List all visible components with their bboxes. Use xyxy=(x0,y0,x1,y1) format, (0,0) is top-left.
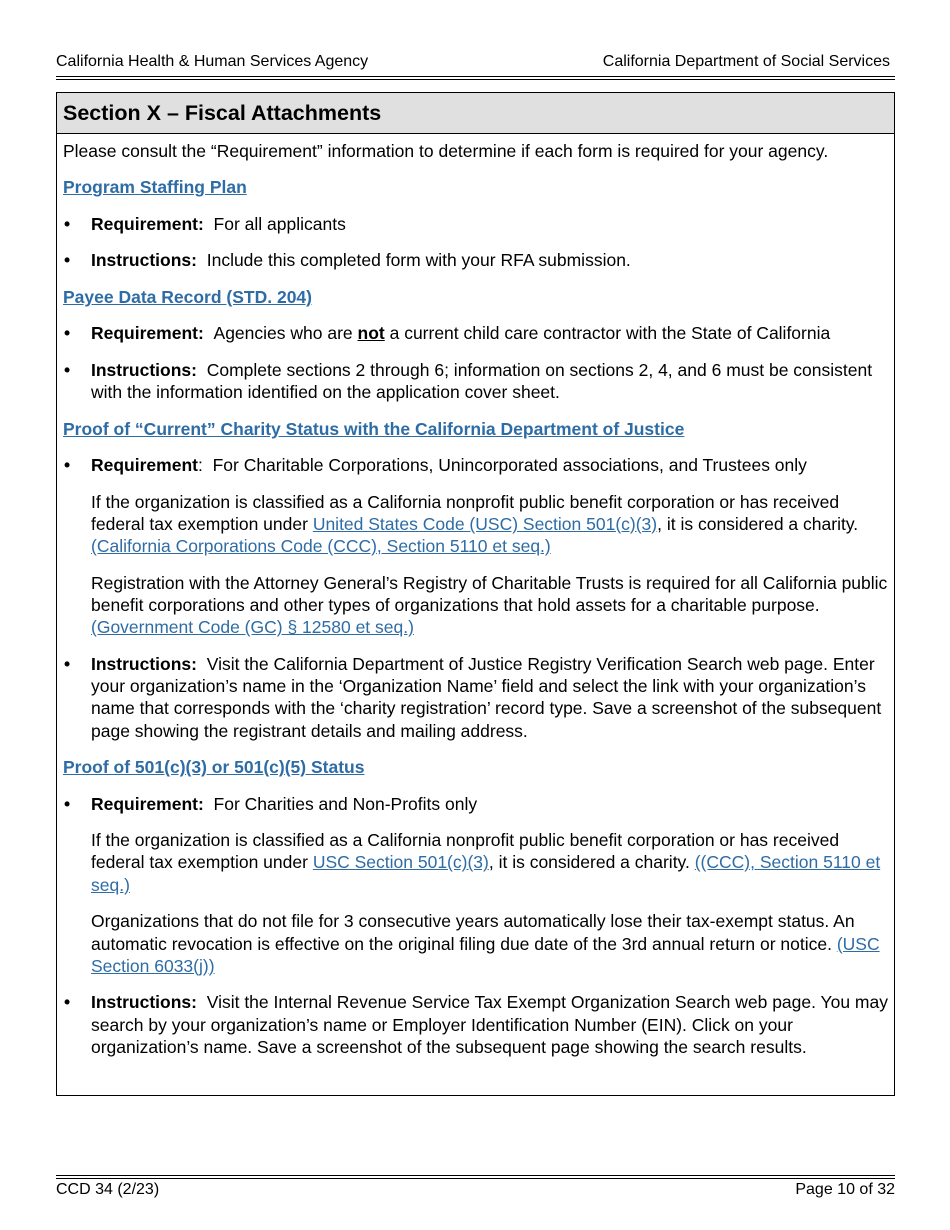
charity-heading xyxy=(63,418,894,440)
instructions-label: Instructions: xyxy=(91,250,197,271)
payee-requirement xyxy=(63,322,894,344)
form-number: CCD 34 (2/23) xyxy=(56,1181,160,1198)
staffing-plan-link[interactable]: Program Staffing Plan xyxy=(63,177,247,198)
staffing-requirement-text: For all applicants xyxy=(213,213,346,234)
charity-p1-after: , it is considered a charity. xyxy=(657,513,859,534)
payee-req-before: Agencies who are xyxy=(213,323,358,344)
staffing-instructions xyxy=(63,249,894,271)
staffing-instructions-text: Include this completed form with your RFA submission. xyxy=(206,250,631,271)
charity-instructions xyxy=(63,653,894,742)
bullet: • xyxy=(64,250,71,271)
status501-instructions xyxy=(63,991,894,1058)
page-footer xyxy=(56,1181,895,1199)
payee-req-after: a current child care contractor with the State of California xyxy=(384,323,831,344)
status501-p1-after: , it is considered a charity. xyxy=(488,852,695,873)
instructions-label: Instructions: xyxy=(91,359,197,380)
status501-instructions-text: Visit the Internal Revenue Service Tax Exempt Organization Search web page. You may search by your organization’s name or Employer Identification Number (EIN). Click on your organization’s name. Save a screenshot of the subsequent page showing the search results. xyxy=(91,992,888,1057)
status501-paragraph-1 xyxy=(63,829,894,896)
instructions-label: Instructions: xyxy=(91,992,197,1013)
requirement-label: Requirement: xyxy=(91,323,204,344)
payee-heading xyxy=(63,286,894,308)
charity-paragraph-1 xyxy=(63,491,894,558)
payee-instructions-text: Complete sections 2 through 6; information on sections 2, 4, and 6 must be consistent with the information identified on the application cover sheet. xyxy=(91,359,873,403)
section-content xyxy=(57,134,894,1058)
charity-requirement xyxy=(63,454,894,476)
footer-rule xyxy=(56,1175,895,1179)
gc-12580-link[interactable]: (Government Code (GC) § 12580 et seq.) xyxy=(91,617,414,638)
status501-requirement-text: For Charities and Non-Profits only xyxy=(213,793,478,814)
ccc-5110-link[interactable]: (California Corporations Code (CCC), Section 5110 et seq.) xyxy=(91,536,551,557)
header-rule xyxy=(56,76,895,80)
instructions-label: Instructions: xyxy=(91,653,197,674)
status501-requirement xyxy=(63,793,894,815)
bullet: • xyxy=(64,653,71,674)
status501-p2-text: Organizations that do not file for 3 consecutive years automatically lose their tax-exempt status. An automatic revocation is effective on the original filing due date of the 3rd annual return or notice. xyxy=(91,911,855,954)
charity-p2-text: Registration with the Attorney General’s Registry of Charitable Trusts is required for all California public benefit corporations and other types of organizations that hold assets for a charitable purpose. xyxy=(91,572,888,616)
charity-p1-text: If the organization is classified as a California nonprofit public benefit corporation or has received federal tax exemption under xyxy=(91,491,840,534)
status501-p1-text: If the organization is classified as a California nonprofit public benefit corporation or has received federal tax exemption under xyxy=(91,830,840,873)
intro-text: Please consult the “Requirement” information to determine if each form is required for your agency. xyxy=(63,141,829,161)
bullet: • xyxy=(64,213,71,234)
payee-req-emphasis: not xyxy=(357,323,385,344)
requirement-label: Requirement: xyxy=(91,793,204,814)
bullet: • xyxy=(64,793,71,814)
section-title: Section X – Fiscal Attachments xyxy=(57,93,894,134)
usc-section-501c3-link[interactable]: USC Section 501(c)(3) xyxy=(312,852,489,873)
requirement-label: Requirement xyxy=(91,455,198,476)
bullet: • xyxy=(64,992,71,1013)
charity-requirement-text: For Charitable Corporations, Unincorporated associations, and Trustees only xyxy=(212,455,807,476)
header-department: California Department of Social Services xyxy=(602,53,890,70)
usc-6033j-link[interactable]: (USC Section 6033(j)) xyxy=(91,933,880,976)
usc-501c3-link[interactable]: United States Code (USC) Section 501(c)(3) xyxy=(312,513,658,534)
staffing-heading xyxy=(63,176,894,198)
bullet: • xyxy=(64,359,71,380)
charity-paragraph-2 xyxy=(63,572,894,639)
payee-data-record-link[interactable]: Payee Data Record (STD. 204) xyxy=(63,286,312,307)
bullet: • xyxy=(64,455,71,476)
status501-paragraph-2 xyxy=(63,910,894,977)
status501-heading xyxy=(63,756,894,778)
staffing-requirement xyxy=(63,213,894,235)
charity-status-link[interactable]: Proof of “Current” Charity Status with the California Department of Justice xyxy=(63,418,685,439)
charity-instructions-text: Visit the California Department of Justice Registry Verification Search web page. Enter your organization’s name in the ‘Organization Name’ field and select the link with your organization’s name that corresponds with the ‘charity registration’ record type. Save a screenshot of the subsequent page showing the registrant details and mailing address. xyxy=(91,653,882,741)
page-number: Page 10 of 32 xyxy=(795,1181,895,1198)
section-box xyxy=(56,92,895,1096)
colon: : xyxy=(197,455,203,476)
header-agency: California Health & Human Services Agency xyxy=(56,53,369,70)
page-header xyxy=(56,53,890,71)
ccc-section-5110-link[interactable]: ((CCC), Section 5110 et seq.) xyxy=(91,852,881,895)
bullet: • xyxy=(64,323,71,344)
payee-instructions xyxy=(63,359,894,404)
proof-501c-link[interactable]: Proof of 501(c)(3) or 501(c)(5) Status xyxy=(63,757,365,778)
requirement-label: Requirement: xyxy=(91,213,204,234)
